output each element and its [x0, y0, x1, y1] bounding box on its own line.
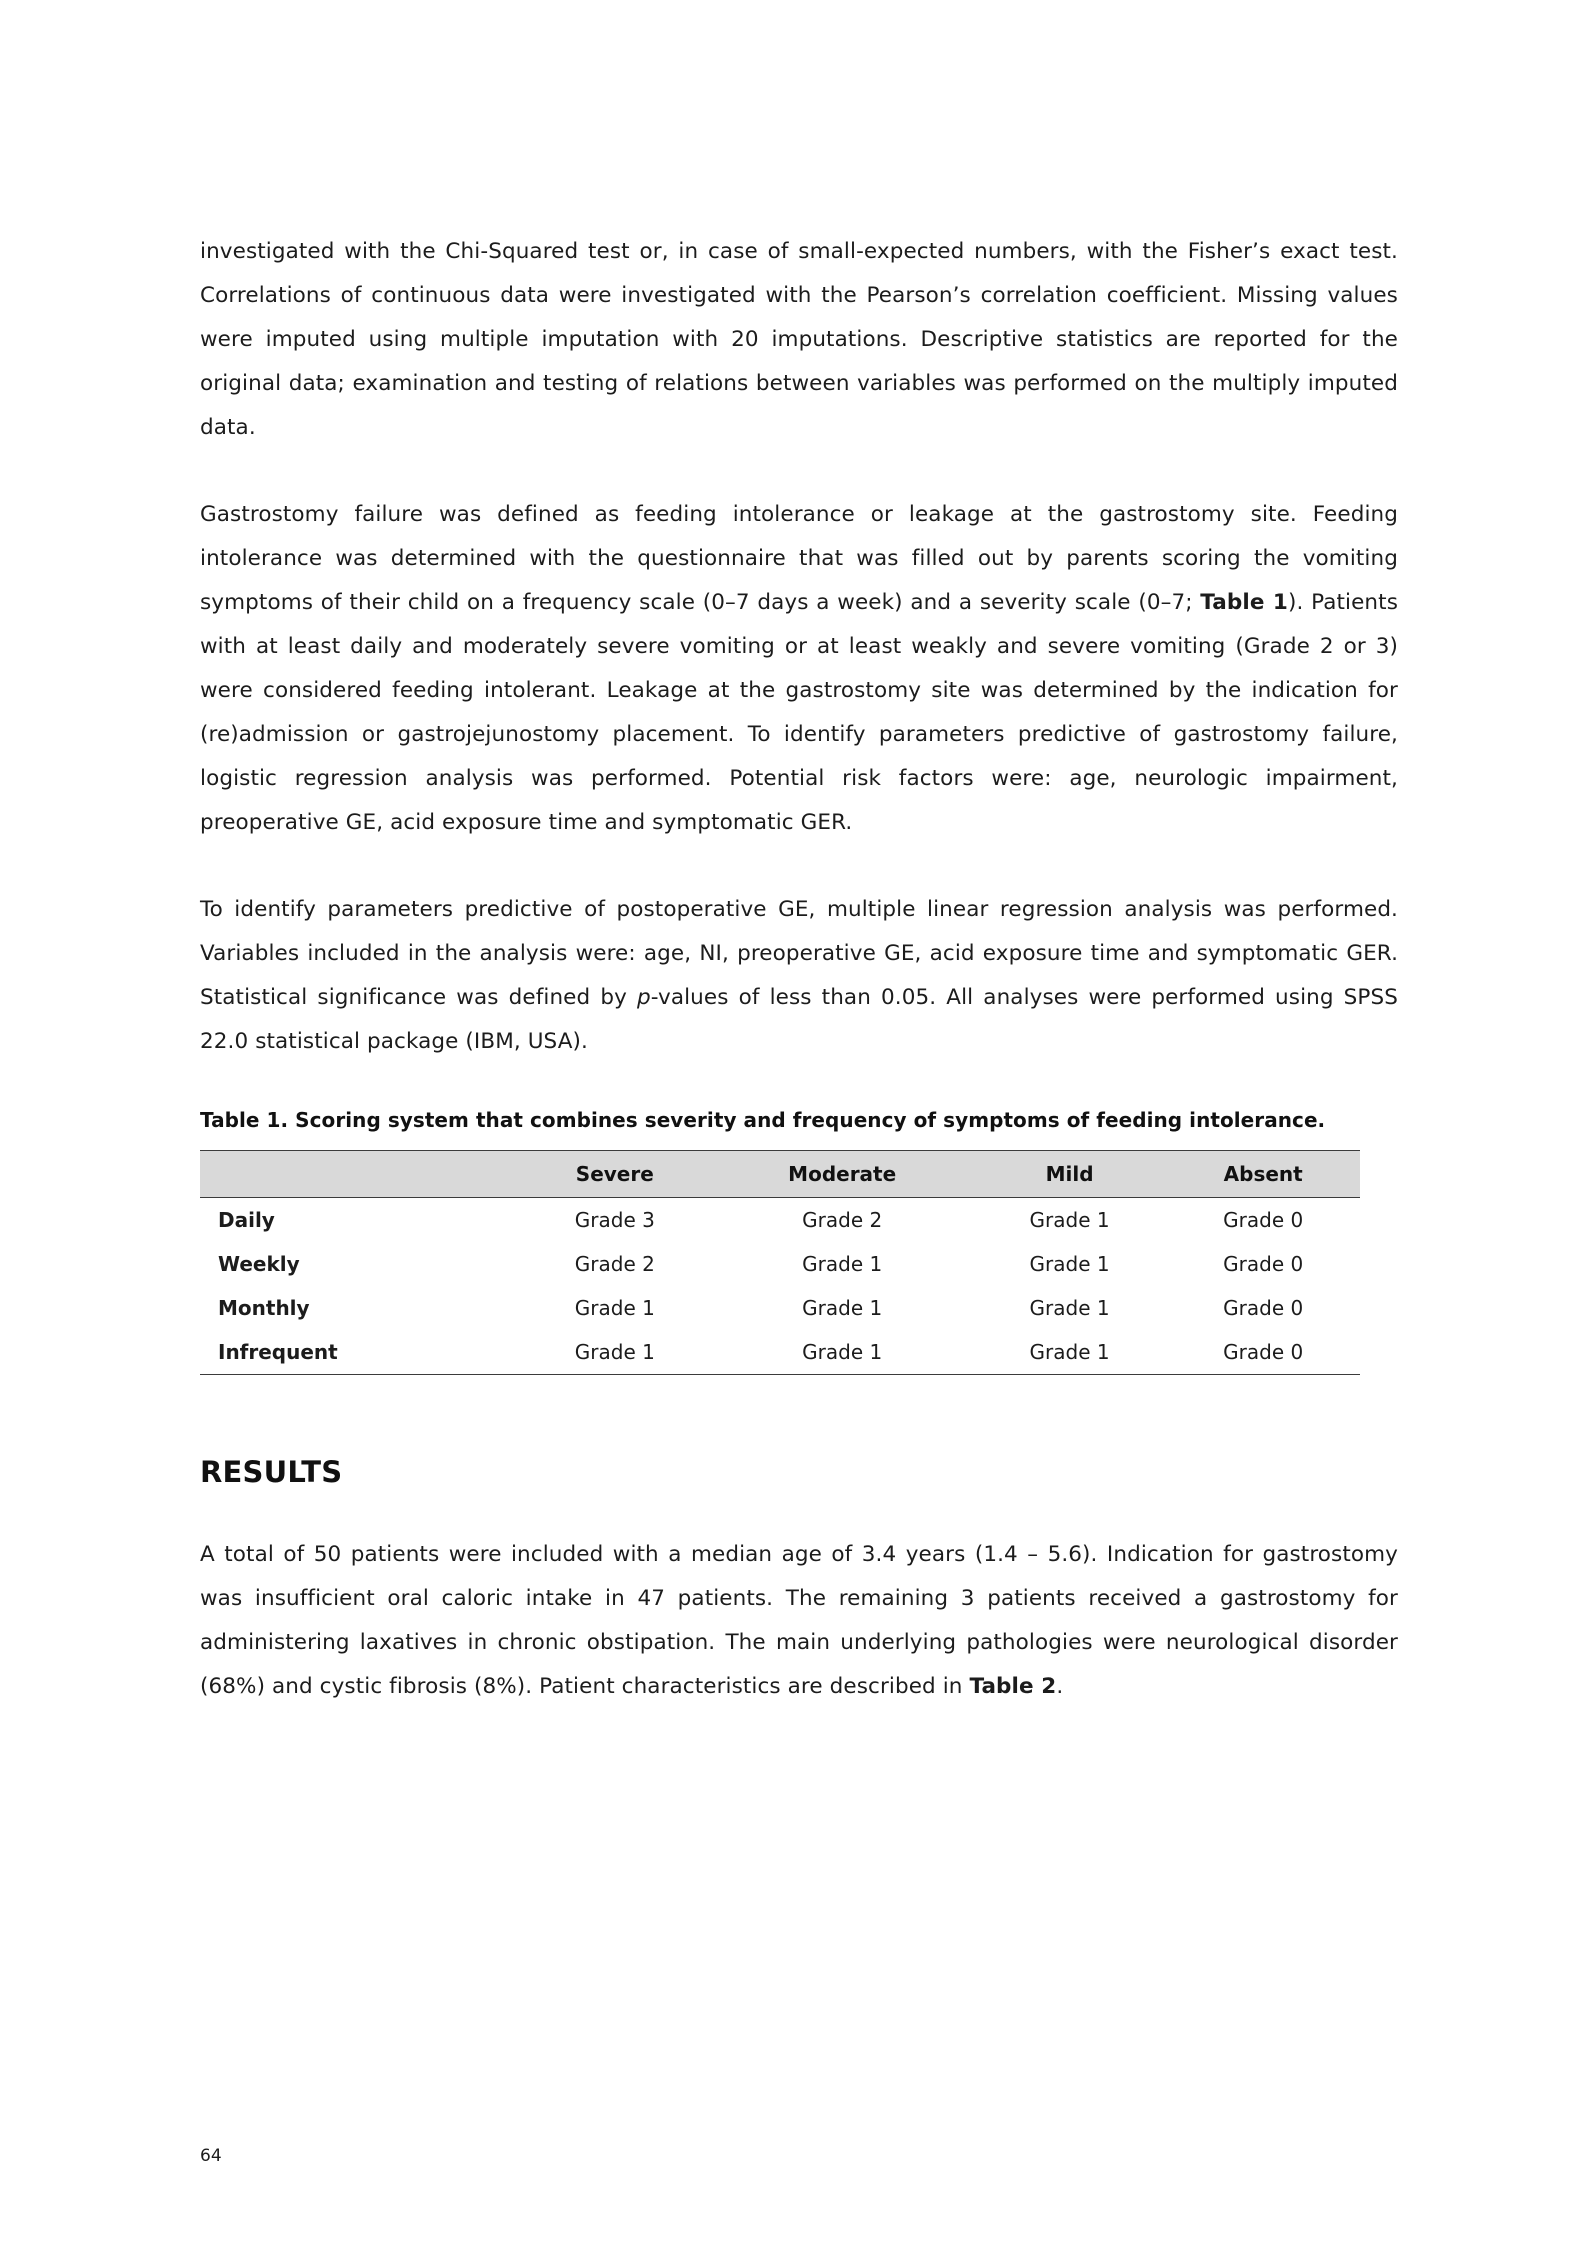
table1-cell: Grade 1: [518, 1330, 712, 1375]
table1-col-header-severe: Severe: [518, 1151, 712, 1198]
paragraph-text-part-1: Gastrostomy failure was defined as feeding intolerance or leakage at the gastrostomy site. Feeding intolerance was determined with the questionnaire that was filled out by parents scoring the vomiting symptoms of their child on a frequency scale (0–7 days a week) and a severity scale (0–7;: [200, 502, 1398, 615]
table-header-row: [200, 1151, 1360, 1198]
table1-body: [200, 1198, 1360, 1375]
paragraph-text-part-2: ). Patients with at least daily and moderately severe vomiting or at least weakly and severe vomiting (Grade 2 or 3) were considered feeding intolerant. Leakage at the gastrostomy site was determined by the indication for (re)admission or gastrojejunostomy placement. To identify parameters predictive of gastrostomy failure, logistic regression analysis was performed. Potential risk factors were: age, neurologic impairment, preoperative GE, acid exposure time and symptomatic GER.: [200, 590, 1398, 835]
paragraph-text-part-1: To identify parameters predictive of postoperative GE, multiple linear regression analysis was performed. Variables included in the analysis were: age, NI, preoperative GE, acid exposure time and symptomatic GER. Statistical significance was defined by: [200, 897, 1398, 1010]
table-row: [200, 1330, 1360, 1375]
table1-cell: Grade 2: [802, 1208, 883, 1232]
paragraph-gastrostomy-failure: [200, 493, 1398, 845]
table-row: [200, 1198, 1360, 1243]
paragraph-text-part-2: .: [1056, 1674, 1064, 1699]
paragraph-regression-analysis: [200, 888, 1398, 1064]
table-row: [200, 1286, 1360, 1330]
table1-cell: Grade 1: [574, 1296, 655, 1320]
table1-caption: Table 1. Scoring system that combines severity and frequency of symptoms of feeding intolerance.: [200, 1108, 1326, 1132]
table1-cell: Grade 1: [802, 1296, 883, 1320]
table1-cell: Grade 0: [1166, 1330, 1360, 1375]
table1-cell: Grade 1: [1029, 1208, 1110, 1232]
table1-cell: Grade 1: [712, 1330, 973, 1375]
table1-reference: Table 1: [1200, 590, 1288, 615]
table1-cell: Grade 1: [1029, 1296, 1110, 1320]
table1-cell: Grade 1: [802, 1252, 883, 1276]
table-row: [200, 1242, 1360, 1286]
table1-row-label-monthly: Monthly: [218, 1296, 310, 1320]
table1-cell: Grade 0: [1223, 1208, 1304, 1232]
table1-cell: Grade 0: [1223, 1252, 1304, 1276]
page-number: 64: [200, 2146, 222, 2166]
table1-cell: Grade 1: [1029, 1252, 1110, 1276]
table1-cell: Grade 0: [1223, 1296, 1304, 1320]
p-value-italic: p: [636, 985, 651, 1010]
paragraph-text: investigated with the Chi-Squared test or, in case of small-expected numbers, with the Fisher’s exact test. Correlations of continuous data were investigated with the Pearson’s correlation coefficient. Missing values were imputed using multiple imputation with 20 imputations. Descriptive statistics are reported for the original data; examination and testing of relations between variables was performed on the multiply imputed data.: [200, 239, 1398, 440]
paragraph-methods-statistics: [200, 230, 1398, 450]
table1-cell: Grade 3: [574, 1208, 655, 1232]
table1-cell: Grade 2: [574, 1252, 655, 1276]
section-heading-results: RESULTS: [200, 1455, 343, 1489]
table1-col-header-0: [200, 1151, 518, 1198]
paragraph-text-part-2: -values of less than 0.05. All analyses were performed using SPSS 22.0 statistical package (IBM, USA).: [200, 985, 1398, 1054]
table1-row-label-infrequent: Infrequent: [200, 1330, 518, 1375]
table1-col-header-absent: Absent: [1166, 1151, 1360, 1198]
table1-col-header-mild: Mild: [973, 1151, 1167, 1198]
table1-row-label-weekly: Weekly: [218, 1252, 300, 1276]
table1-scoring-system: [200, 1150, 1360, 1375]
table1-row-label-daily: Daily: [218, 1208, 275, 1232]
paragraph-text-part-1: A total of 50 patients were included with a median age of 3.4 years (1.4 – 5.6). Indication for gastrostomy was insufficient oral caloric intake in 47 patients. The remaining 3 patients received a gastrostomy for administering laxatives in chronic obstipation. The main underlying pathologies were neurological disorder (68%) and cystic fibrosis (8%). Patient characteristics are described in: [200, 1542, 1398, 1699]
table1-col-header-moderate: Moderate: [712, 1151, 973, 1198]
table1-head: [200, 1151, 1360, 1198]
table1-cell: Grade 1: [973, 1330, 1167, 1375]
paragraph-results-overview: [200, 1533, 1398, 1709]
table2-reference: Table 2: [969, 1674, 1057, 1699]
